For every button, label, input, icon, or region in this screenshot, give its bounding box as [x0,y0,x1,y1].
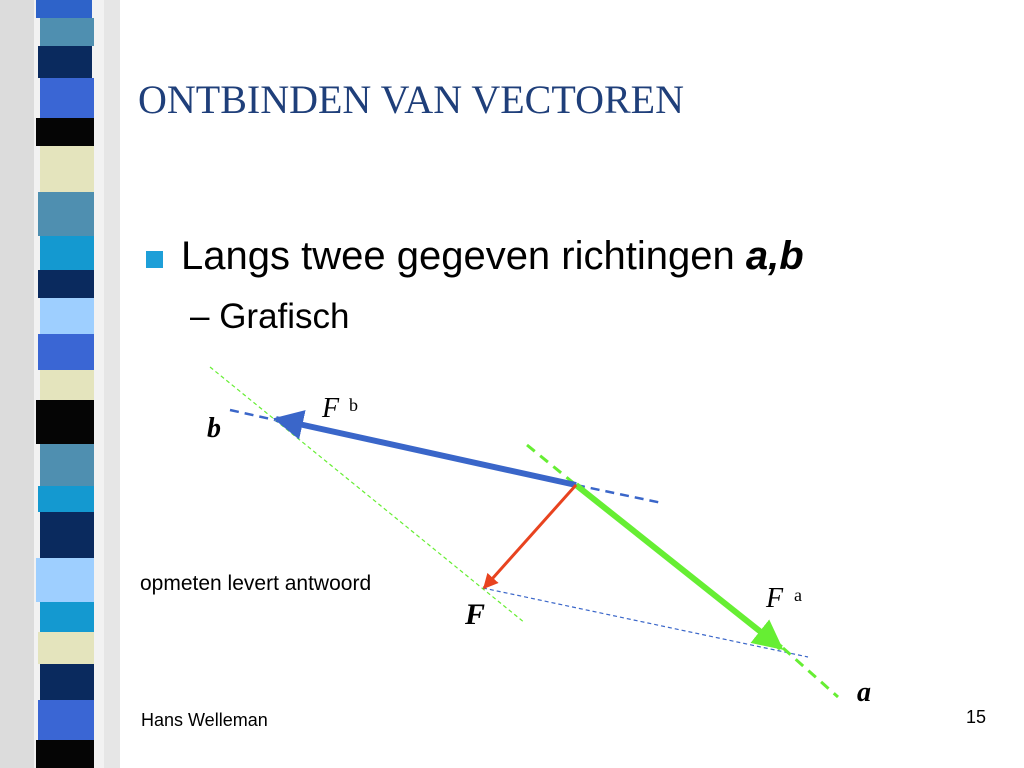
vector-Fb-arrow [276,419,576,485]
label-Fa-sub: a [794,585,802,605]
vector-F-arrow [484,485,576,588]
slide-title: ONTBINDEN VAN VECTOREN [138,77,684,122]
page-number: 15 [966,707,987,727]
label-Fa: F [766,583,784,614]
label-Fb: F [322,393,340,424]
construction-line-F [483,588,808,657]
label-direction-a: a [857,677,871,708]
bullet-emphasis: a,b [745,234,804,278]
direction-line-a-end [783,648,838,697]
vector-Fa-arrow [576,485,784,648]
label-Fb-sub: b [349,395,358,415]
measurement-note: opmeten levert antwoord [140,572,372,595]
direction-line-b-start [230,410,275,420]
footer-author: Hans Welleman [141,710,268,730]
bullet-text: Langs twee gegeven richtingen [181,234,746,278]
sub-bullet: – Grafisch [190,297,350,336]
label-resultant-F: F [465,598,486,631]
label-direction-b: b [207,413,221,444]
